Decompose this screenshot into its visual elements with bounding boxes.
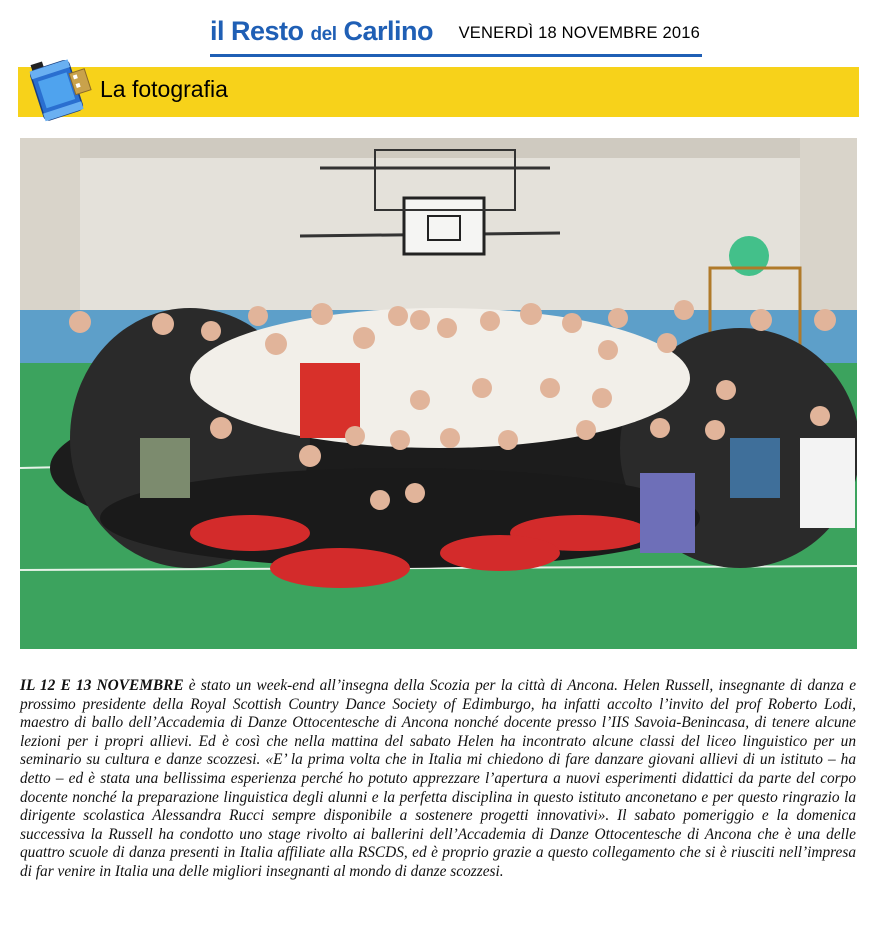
- article-text: è stato un week-end all’insegna della Scozia per la città di Ancona. Helen Russell, insegnante di danza e prossimo presidente della Royal Scottish Country Dance Society of Edimburgo, ha infatti accolto l’invito del prof Roberto Lodi, maestro di ballo dell’Accademia di Danze Ottocentesche di Ancona nonché docente presso l’IIS Savoia-Benincasa, di tenere alcune lezioni per i propri allievi. Ed è così che nella mattina del sabato Helen ha incontrato alcune classi del liceo linguistico per un seminario su cultura e danze scozzesi. «E’ la prima volta che in Italia mi chiedono di fare danzare giovani allievi di un istituto – ha detto – ed è stata una bellissima esperienza perché ho potuto apprezzare l’apertura a nuovi esperimenti didattici da parte del corpo docente nonché la preparazione linguistica degli alunni e la perfetta disciplina in questo istituto anconetano e per questo ringrazio la dirigente scolastica Alessandra Rucci sempre disponibile a sostenere progetti innovativi». Il sabato pomeriggio e la domenica successiva la Russell ha condotto uno stage rivolto ai ballerini dell’Accademia di Danze Ottocentesche di Ancona che è una delle quattro scuole di danza presenti in Italia affiliate alla RSCDS, ed è proprio grazie a questo collegamento che si è riusciti nell’impresa di far venire in Italia una delle migliori insegnanti al mondo di danze scozzesi.: [20, 677, 857, 880]
- film-canister-icon: [26, 51, 96, 127]
- logo-word-il-resto: il Resto: [210, 16, 311, 46]
- masthead-rule: [210, 54, 702, 57]
- group-photo: [20, 138, 857, 649]
- logo-word-del: del: [310, 24, 337, 45]
- article-lead: IL 12 E 13 NOVEMBRE: [20, 677, 184, 694]
- publication-date: VENERDÌ 18 NOVEMBRE 2016: [458, 24, 700, 42]
- section-header: [18, 67, 859, 117]
- section-title: La fotografia: [100, 76, 228, 102]
- newspaper-logo: [210, 16, 433, 47]
- logo-word-carlino: Carlino: [336, 16, 433, 46]
- masthead: [210, 14, 702, 58]
- article-body: [20, 677, 856, 882]
